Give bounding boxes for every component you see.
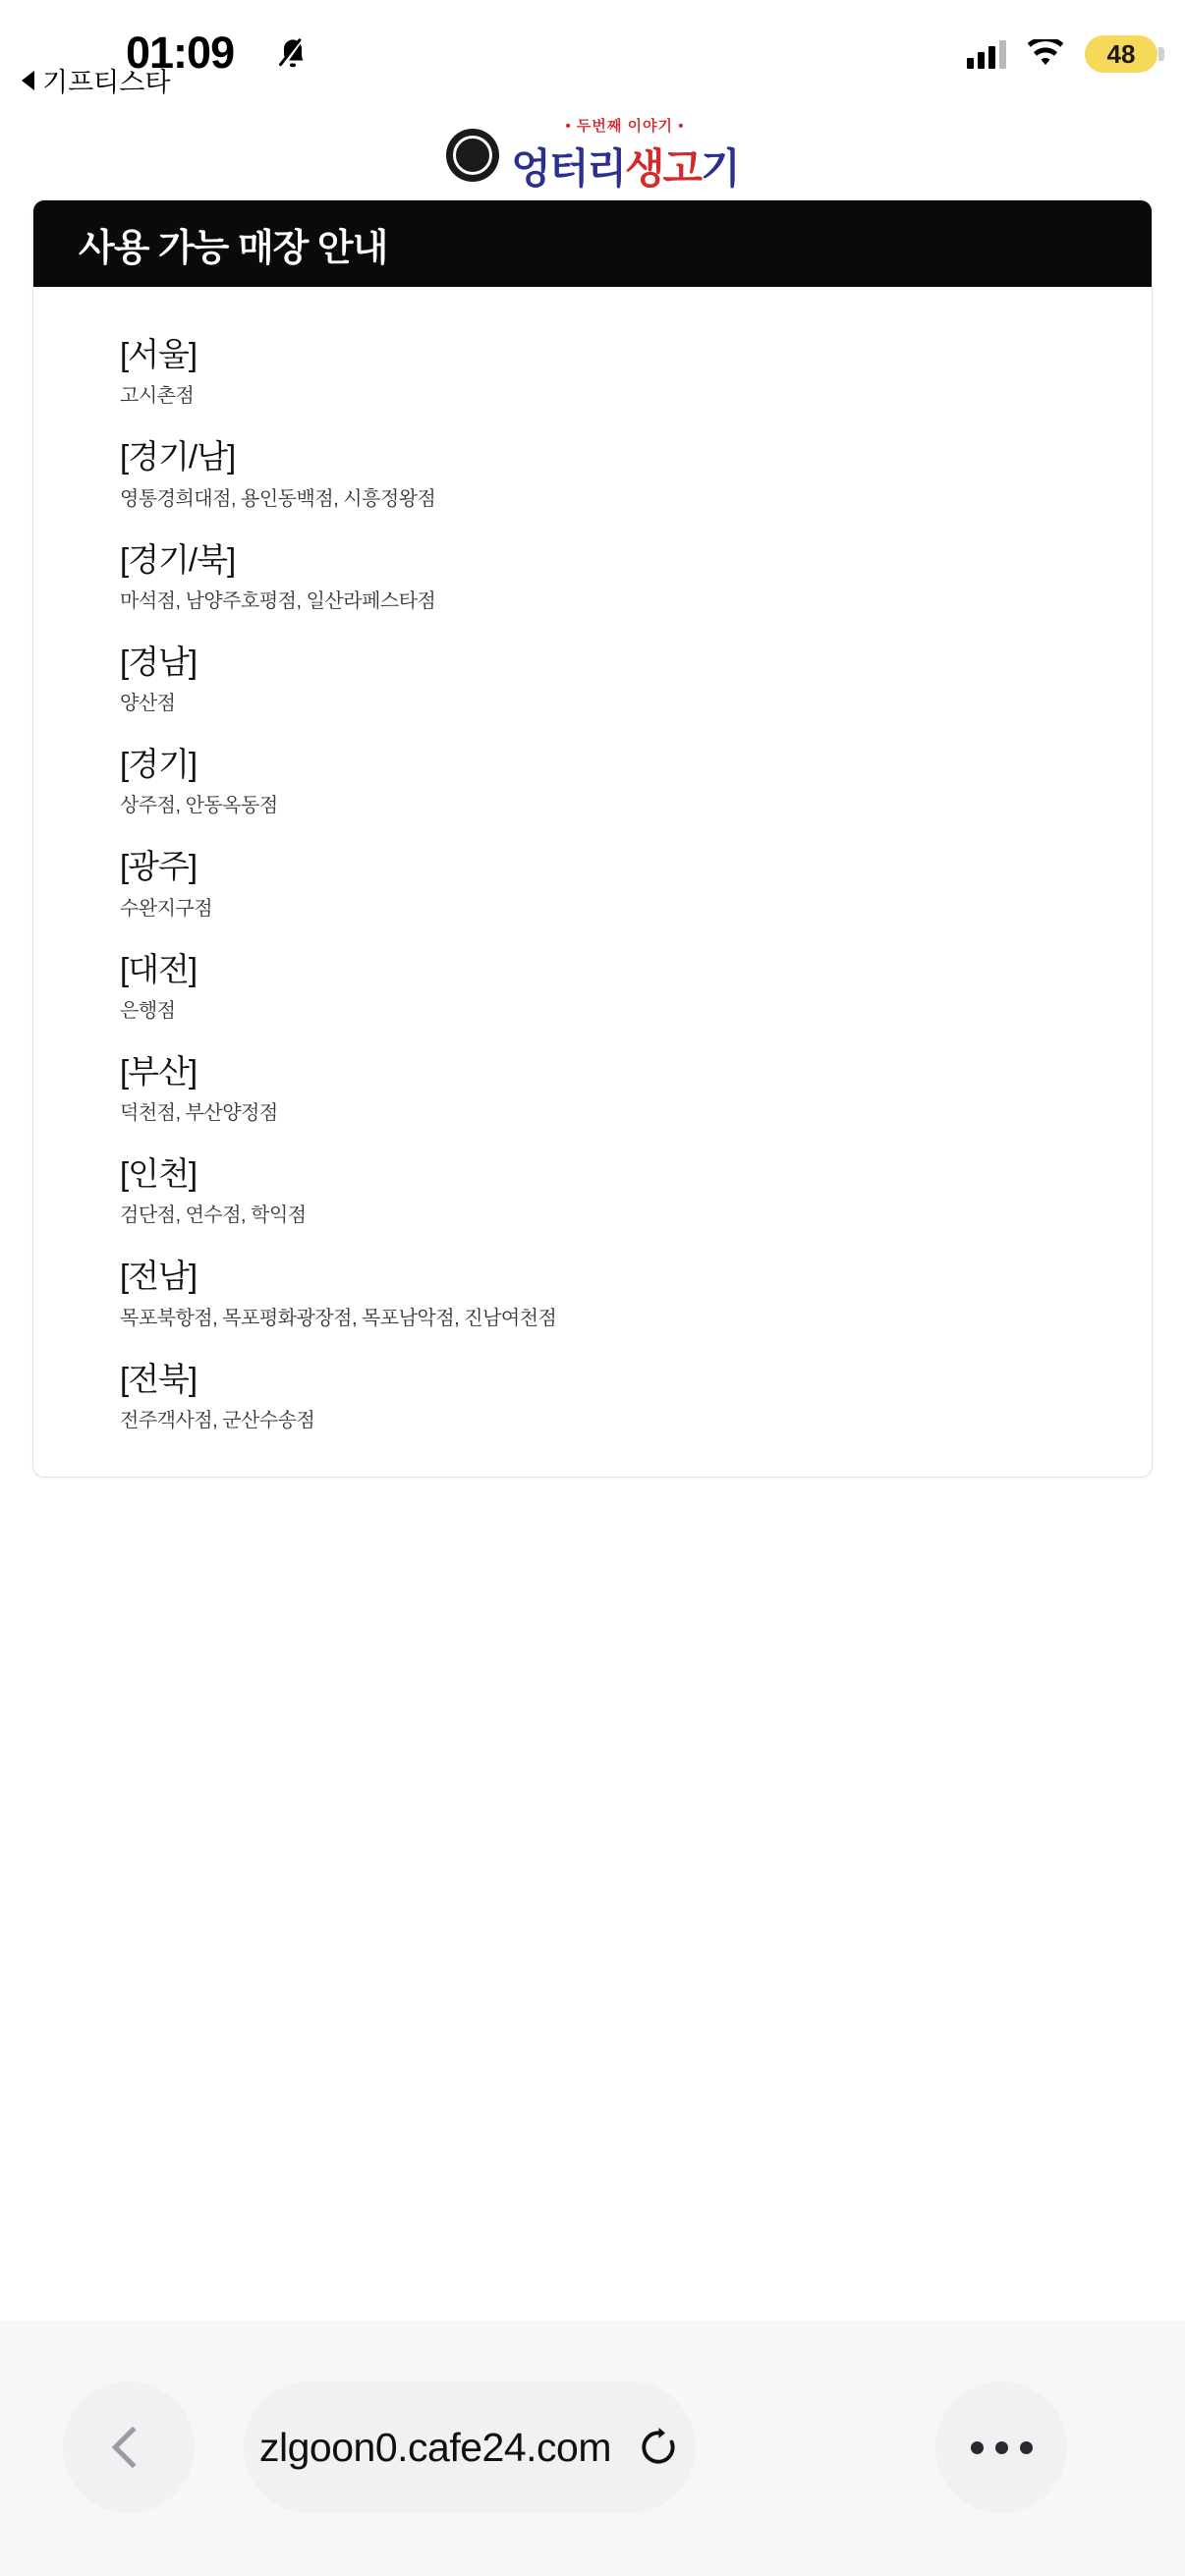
region-group [33,1359,1152,1433]
battery-badge [1085,35,1157,73]
region-group [33,642,1152,716]
card-body [33,287,1152,1477]
region-group [33,539,1152,614]
region-name: [경기/남] [120,438,236,476]
brand-title-part-3: 기 [701,145,739,192]
region-stores: 덕천점, 부산양정점 [120,1102,278,1124]
wifi-icon [1026,39,1065,69]
brand-title-part-2: 생고 [624,145,702,192]
card-header-title: 사용 가능 매장 안내 [79,227,388,269]
brand-title-part-1: 엉터리 [511,145,625,192]
status-bar-indicators [967,35,1157,73]
region-stores: 영통경희대점, 용인동백점, 시흥정왕점 [120,487,436,510]
region-name: [전남] [120,1258,198,1295]
brand-seal-icon [446,129,499,182]
back-to-app-link[interactable] [22,61,170,99]
status-bar-time: 01:09 [126,28,235,78]
brand-wordmark [511,115,738,196]
brand-logo [0,120,1185,191]
region-group [33,334,1152,409]
region-group [33,846,1152,921]
card-header [33,200,1152,287]
region-group [33,1256,1152,1330]
triangle-left-icon [22,71,34,90]
region-stores: 수완지구점 [120,897,213,920]
region-group [33,1153,1152,1228]
region-stores: 은행점 [120,999,176,1022]
address-bar[interactable] [244,2381,696,2513]
brand-title [511,137,738,196]
ellipsis-icon [971,2441,984,2454]
brand-subtitle: • 두번째 이야기 • [565,118,685,135]
region-name: [전북] [120,1360,198,1397]
store-list-card [32,199,1153,1478]
region-name: [대전] [120,950,198,987]
more-options-button[interactable] [935,2381,1067,2513]
ellipsis-icon [995,2441,1008,2454]
region-stores: 검단점, 연수점, 학익점 [120,1204,307,1227]
region-stores: 고시촌점 [120,385,195,408]
region-group [33,1051,1152,1126]
battery-percent: 48 [1106,38,1136,69]
bell-slash-icon [275,35,310,71]
region-name: [서울] [120,336,198,372]
region-stores: 양산점 [120,693,176,714]
region-stores: 상주점, 안동옥동점 [120,795,278,817]
region-group [33,436,1152,511]
ellipsis-icon [1020,2441,1033,2454]
reload-icon[interactable] [637,2426,680,2469]
region-stores: 목포북항점, 목포평화광장점, 목포남악점, 진남여천점 [120,1307,557,1329]
browser-bottom-bar [0,2321,1185,2576]
chevron-left-icon [112,2427,153,2468]
address-bar-url: zlgoon0.cafe24.com [259,2424,611,2470]
region-group [33,744,1152,818]
region-name: [광주] [120,848,198,885]
region-name: [부산] [120,1052,198,1090]
region-group [33,949,1152,1024]
region-name: [인천] [120,1155,198,1192]
back-button[interactable] [63,2381,195,2513]
region-stores: 마석점, 남양주호평점, 일산라페스타점 [120,589,436,612]
region-name: [경기/북] [120,540,236,578]
region-stores: 전주객사점, 군산수송점 [120,1409,315,1431]
cellular-signal-icon [967,39,1006,69]
region-name: [경기] [120,746,198,782]
back-to-app-label: 기프티스타 [42,68,171,97]
region-name: [경남] [120,643,198,680]
